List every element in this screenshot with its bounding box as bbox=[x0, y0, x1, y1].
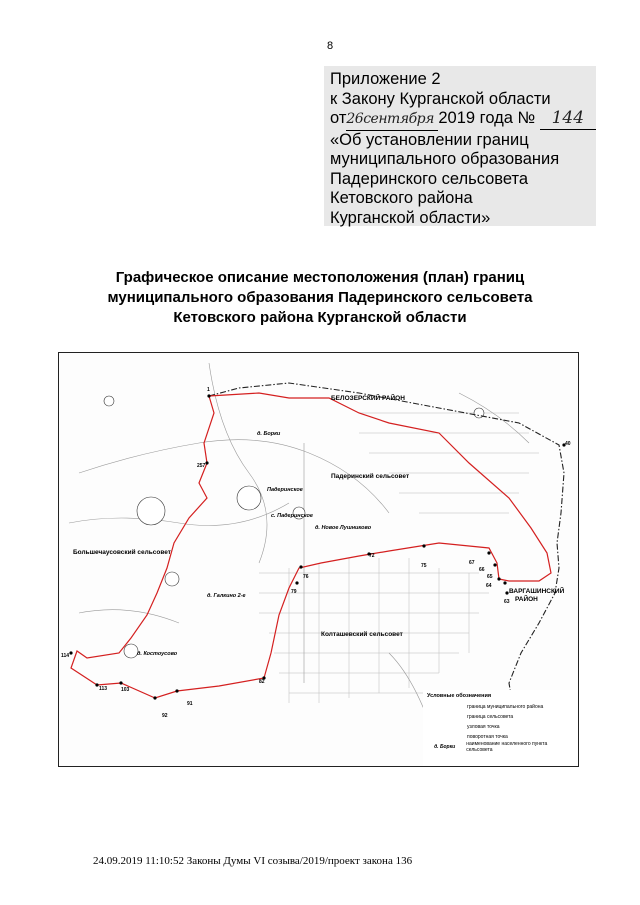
point-label: 40 bbox=[565, 441, 571, 447]
appendix-line-7: Кетовского района bbox=[330, 189, 473, 207]
point-label: 79 bbox=[291, 589, 297, 595]
settlement-markers bbox=[104, 396, 484, 658]
legend-row-node bbox=[423, 722, 573, 732]
point-label: 66 bbox=[479, 567, 485, 573]
region-label-vargashinsky-2: РАЙОН bbox=[515, 596, 538, 603]
point-label: 1 bbox=[207, 387, 210, 393]
point-label: 82 bbox=[259, 679, 265, 685]
appendix-line-1: Приложение 2 bbox=[330, 70, 441, 88]
appendix-block bbox=[324, 66, 596, 226]
legend-settlement-sample: д. Борки bbox=[434, 744, 456, 750]
point-label: 72 bbox=[369, 553, 375, 559]
legend-title: Условные обозначения bbox=[427, 693, 492, 699]
heading-line-3: Кетовского района Курганской области bbox=[173, 309, 467, 326]
region-label-belozersky: БЕЛОЗЕРСКИЙ РАЙОН bbox=[331, 395, 405, 402]
village-label-paderinskoe-short: Падеринское bbox=[267, 487, 303, 493]
village-label-kostousovo: д. Костоусово bbox=[137, 651, 178, 657]
legend-text-settlement: наименование населенного пункта сельсовета bbox=[466, 741, 548, 753]
legend-text-node: узловая точка bbox=[467, 724, 500, 730]
point-label: 76 bbox=[303, 574, 309, 580]
point-label: 64 bbox=[486, 583, 492, 589]
point-label: 63 bbox=[504, 599, 510, 605]
village-label-borki: д. Борки bbox=[257, 431, 281, 437]
legend-row-settlement bbox=[423, 742, 573, 752]
point-label: 257 bbox=[197, 463, 206, 469]
region-label-bolshechausovsky: Большечаусовский сельсовет bbox=[73, 549, 171, 556]
point-label: 91 bbox=[187, 701, 193, 707]
appendix-line-3 bbox=[330, 109, 596, 131]
page-number: 8 bbox=[327, 40, 334, 52]
region-label-vargashinsky-1: ВАРГАШИНСКИЙ bbox=[509, 588, 565, 595]
point-label: 113 bbox=[99, 686, 108, 692]
field-grid bbox=[259, 413, 539, 703]
legend-row-council bbox=[423, 712, 573, 722]
appendix-date-prefix: от bbox=[330, 109, 347, 127]
appendix-line-4: «Об установлении границ bbox=[330, 130, 529, 149]
document-heading bbox=[0, 268, 640, 328]
boundary-map bbox=[58, 352, 579, 767]
appendix-year-text: 2019 года № bbox=[438, 109, 536, 127]
point-label: 103 bbox=[121, 687, 130, 693]
handwritten-law-number: 144 bbox=[540, 109, 596, 130]
appendix-line-6: Падеринского сельсовета bbox=[330, 169, 529, 188]
point-label: 92 bbox=[162, 713, 168, 719]
appendix-line-5: муниципального образования bbox=[330, 150, 560, 168]
appendix-line-8: Курганской области» bbox=[330, 208, 491, 227]
footer-file-info: 24.09.2019 11:10:52 Законы Думы VI созыва/2019/проект закона 136 bbox=[93, 855, 413, 867]
village-label-paderinskoe: с. Падеринское bbox=[271, 513, 313, 519]
village-label-novoe-lushnikovo: д. Новое Лушниково bbox=[315, 525, 372, 531]
region-label-koltashevsky: Колташевский сельсовет bbox=[321, 631, 403, 638]
point-label: 114 bbox=[61, 653, 70, 659]
point-label: 67 bbox=[469, 560, 475, 566]
handwritten-date: 26сентября bbox=[346, 110, 438, 131]
heading-line-1: Графическое описание местоположения (план) границ bbox=[115, 269, 525, 286]
legend-text-turning: поворотная точка bbox=[467, 734, 508, 740]
village-label-galkino: д. Галкино 2-е bbox=[207, 593, 246, 599]
legend-text-municipal: граница муниципального района bbox=[467, 704, 544, 710]
region-label-paderinsky: Падеринский сельсовет bbox=[331, 473, 410, 480]
heading-line-2: муниципального образования Падеринского сельсовета bbox=[107, 289, 533, 306]
point-label: 75 bbox=[421, 563, 427, 569]
map-legend bbox=[423, 693, 573, 752]
point-label: 65 bbox=[487, 574, 493, 580]
legend-row-municipal bbox=[423, 702, 573, 712]
legend-text-council: граница сельсовета bbox=[467, 714, 514, 720]
appendix-line-2: к Закону Курганской области bbox=[330, 89, 551, 108]
